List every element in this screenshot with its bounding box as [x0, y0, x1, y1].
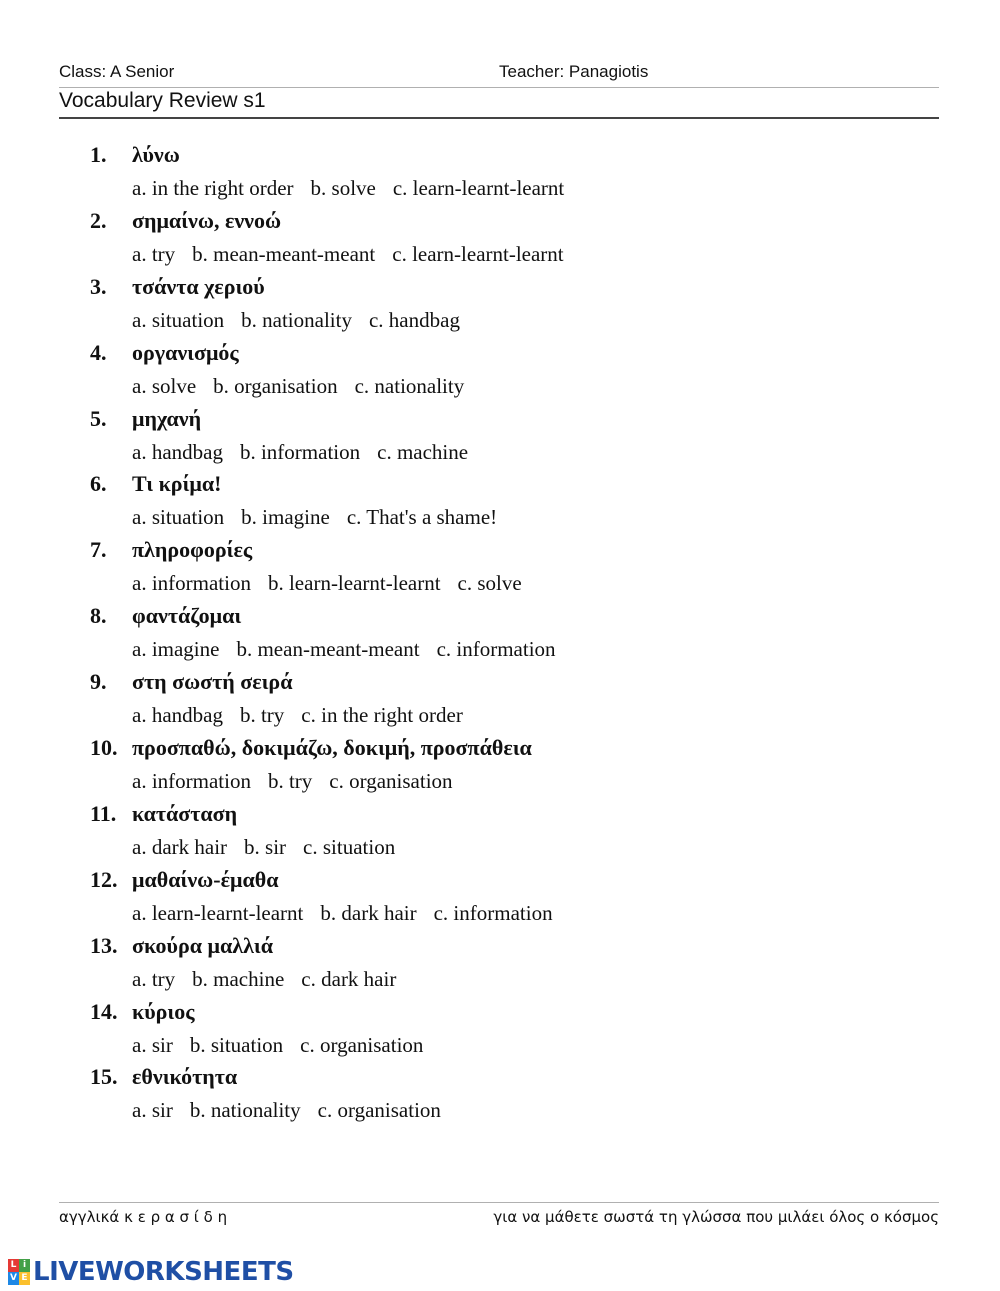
- answer-option[interactable]: a. sir: [132, 1032, 173, 1057]
- answer-options: [132, 1033, 440, 1058]
- question-word: Τι κρίμα!: [132, 471, 222, 497]
- answer-option[interactable]: c. organisation: [300, 1032, 424, 1057]
- logo-icon-square: i: [19, 1259, 30, 1272]
- question-number: 6.: [90, 471, 107, 497]
- liveworksheets-logo-icon: [8, 1259, 30, 1285]
- answer-option[interactable]: b. solve: [310, 176, 376, 200]
- question-word: εθνικότητα: [132, 1064, 238, 1090]
- question-number: 4.: [90, 339, 107, 365]
- question-word: κύριος: [132, 998, 195, 1024]
- question-number: 15.: [90, 1064, 118, 1090]
- answer-option[interactable]: b. mean-meant-meant: [236, 637, 420, 662]
- answer-option[interactable]: a. handbag: [132, 439, 223, 464]
- logo-icon-square: E: [19, 1272, 30, 1285]
- question-item: [90, 669, 940, 735]
- answer-option[interactable]: a. sir: [132, 1098, 173, 1123]
- answer-option[interactable]: c. information: [436, 637, 556, 662]
- question-number: 14.: [90, 998, 118, 1024]
- answer-option[interactable]: b. situation: [189, 1032, 284, 1057]
- liveworksheets-logo[interactable]: [8, 1256, 294, 1288]
- answer-option[interactable]: b. try: [239, 703, 285, 728]
- answer-option[interactable]: b. organisation: [213, 373, 338, 398]
- question-word: τσάντα χεριού: [132, 273, 265, 299]
- question-word: προσπαθώ, δοκιμάζω, δοκιμή, προσπάθεια: [132, 735, 532, 761]
- header-divider: [59, 87, 939, 88]
- question-number: 10.: [90, 735, 118, 761]
- answer-options: [132, 967, 413, 992]
- question-number: 5.: [90, 405, 107, 431]
- answer-options: [132, 374, 481, 399]
- question-word: μαθαίνω-έμαθα: [132, 866, 279, 892]
- question-item: [90, 999, 940, 1065]
- answer-option[interactable]: b. imagine: [241, 505, 330, 530]
- answer-option[interactable]: b. learn-learnt-learnt: [267, 571, 441, 596]
- question-item: [90, 867, 940, 933]
- answer-option[interactable]: c. solve: [457, 571, 522, 596]
- answer-option[interactable]: a. try: [132, 966, 176, 991]
- answer-option[interactable]: c. nationality: [354, 373, 465, 398]
- answer-option[interactable]: b. nationality: [241, 307, 352, 332]
- question-word: σκούρα μαλλιά: [132, 932, 273, 958]
- answer-option[interactable]: c. machine: [377, 439, 469, 464]
- question-item: [90, 208, 940, 274]
- question-item: [90, 735, 940, 801]
- footer-divider: [59, 1202, 939, 1203]
- question-item: [90, 142, 940, 208]
- answer-option[interactable]: a. handbag: [132, 703, 223, 728]
- answer-option[interactable]: c. information: [433, 900, 553, 925]
- question-item: [90, 274, 940, 340]
- answer-options: [132, 440, 485, 465]
- question-number: 11.: [90, 800, 117, 826]
- footer-right-text: για να μάθετε σωστά τη γλώσσα που μιλάει όλος ο κόσμος: [493, 1208, 939, 1226]
- question-item: [90, 1064, 940, 1130]
- question-item: [90, 933, 940, 999]
- question-word: πληροφορίες: [132, 537, 253, 563]
- answer-option[interactable]: c. learn-learnt-learnt: [392, 176, 565, 200]
- question-list: [90, 142, 940, 1130]
- question-number: 1.: [90, 142, 107, 167]
- question-item: [90, 406, 940, 472]
- question-number: 9.: [90, 669, 107, 695]
- answer-option[interactable]: a. situation: [132, 505, 225, 530]
- question-item: [90, 537, 940, 603]
- teacher-label: Teacher: Panagiotis: [499, 62, 649, 81]
- question-number: 13.: [90, 932, 118, 958]
- answer-option[interactable]: a. dark hair: [132, 834, 228, 859]
- answer-option[interactable]: c. situation: [303, 834, 396, 859]
- answer-option[interactable]: c. learn-learnt-learnt: [392, 241, 564, 266]
- question-word: σημαίνω, εννοώ: [132, 207, 282, 233]
- answer-option[interactable]: a. learn-learnt-learnt: [132, 900, 304, 925]
- question-word: οργανισμός: [132, 339, 239, 365]
- answer-option[interactable]: a. situation: [132, 307, 225, 332]
- answer-option[interactable]: c. handbag: [368, 307, 460, 332]
- answer-option[interactable]: a. solve: [132, 373, 197, 398]
- answer-options: [132, 242, 581, 267]
- question-number: 12.: [90, 866, 118, 892]
- question-number: 7.: [90, 537, 107, 563]
- answer-option[interactable]: c. organisation: [329, 769, 453, 794]
- answer-options: [132, 769, 470, 794]
- answer-option[interactable]: a. imagine: [132, 637, 220, 662]
- question-number: 8.: [90, 603, 107, 629]
- question-word: μηχανή: [132, 405, 202, 431]
- answer-option[interactable]: a. information: [132, 571, 251, 596]
- worksheet-header: [59, 62, 939, 84]
- answer-option[interactable]: b. try: [267, 769, 313, 794]
- answer-option[interactable]: b. dark hair: [320, 900, 417, 925]
- answer-option[interactable]: b. machine: [192, 966, 285, 991]
- title-divider: [59, 117, 939, 119]
- question-number: 3.: [90, 273, 107, 299]
- answer-options: [132, 703, 480, 728]
- question-item: [90, 340, 940, 406]
- question-word: στη σωστή σειρά: [132, 669, 293, 695]
- answer-option[interactable]: a. information: [132, 769, 251, 794]
- logo-icon-square: V: [8, 1272, 19, 1285]
- question-word: λύνω: [132, 142, 180, 167]
- logo-icon-square: L: [8, 1259, 19, 1272]
- question-word: φαντάζομαι: [132, 603, 242, 629]
- answer-option[interactable]: b. sir: [244, 834, 287, 859]
- answer-option[interactable]: c. organisation: [317, 1098, 441, 1123]
- answer-options: [132, 571, 539, 596]
- answer-options: [132, 505, 514, 530]
- answer-option[interactable]: b. information: [239, 439, 361, 464]
- answer-option[interactable]: b. nationality: [189, 1098, 301, 1123]
- answer-options: [132, 637, 573, 662]
- footer-left-text: αγγλικά κ ε ρ α σ ί δ η: [59, 1208, 228, 1226]
- answer-options: [132, 1098, 458, 1123]
- answer-option[interactable]: c. dark hair: [301, 966, 397, 991]
- answer-option[interactable]: c. That's a shame!: [346, 505, 498, 530]
- question-item: [90, 801, 940, 867]
- answer-options: [132, 308, 477, 333]
- question-number: 2.: [90, 207, 107, 233]
- question-item: [90, 471, 940, 537]
- answer-option[interactable]: c. in the right order: [301, 703, 463, 728]
- answer-option[interactable]: a. in the right order: [132, 176, 294, 200]
- logo-text: LIVEWORKSHEETS: [33, 1257, 294, 1287]
- question-word: κατάσταση: [132, 800, 238, 826]
- answer-option[interactable]: b. mean-meant-meant: [192, 241, 376, 266]
- worksheet-title: Vocabulary Review s1: [59, 89, 266, 112]
- answer-options: [132, 901, 570, 926]
- answer-options: [132, 176, 581, 201]
- answer-options: [132, 835, 412, 860]
- class-label: Class: A Senior: [59, 62, 175, 81]
- question-item: [90, 603, 940, 669]
- answer-option[interactable]: a. try: [132, 241, 176, 266]
